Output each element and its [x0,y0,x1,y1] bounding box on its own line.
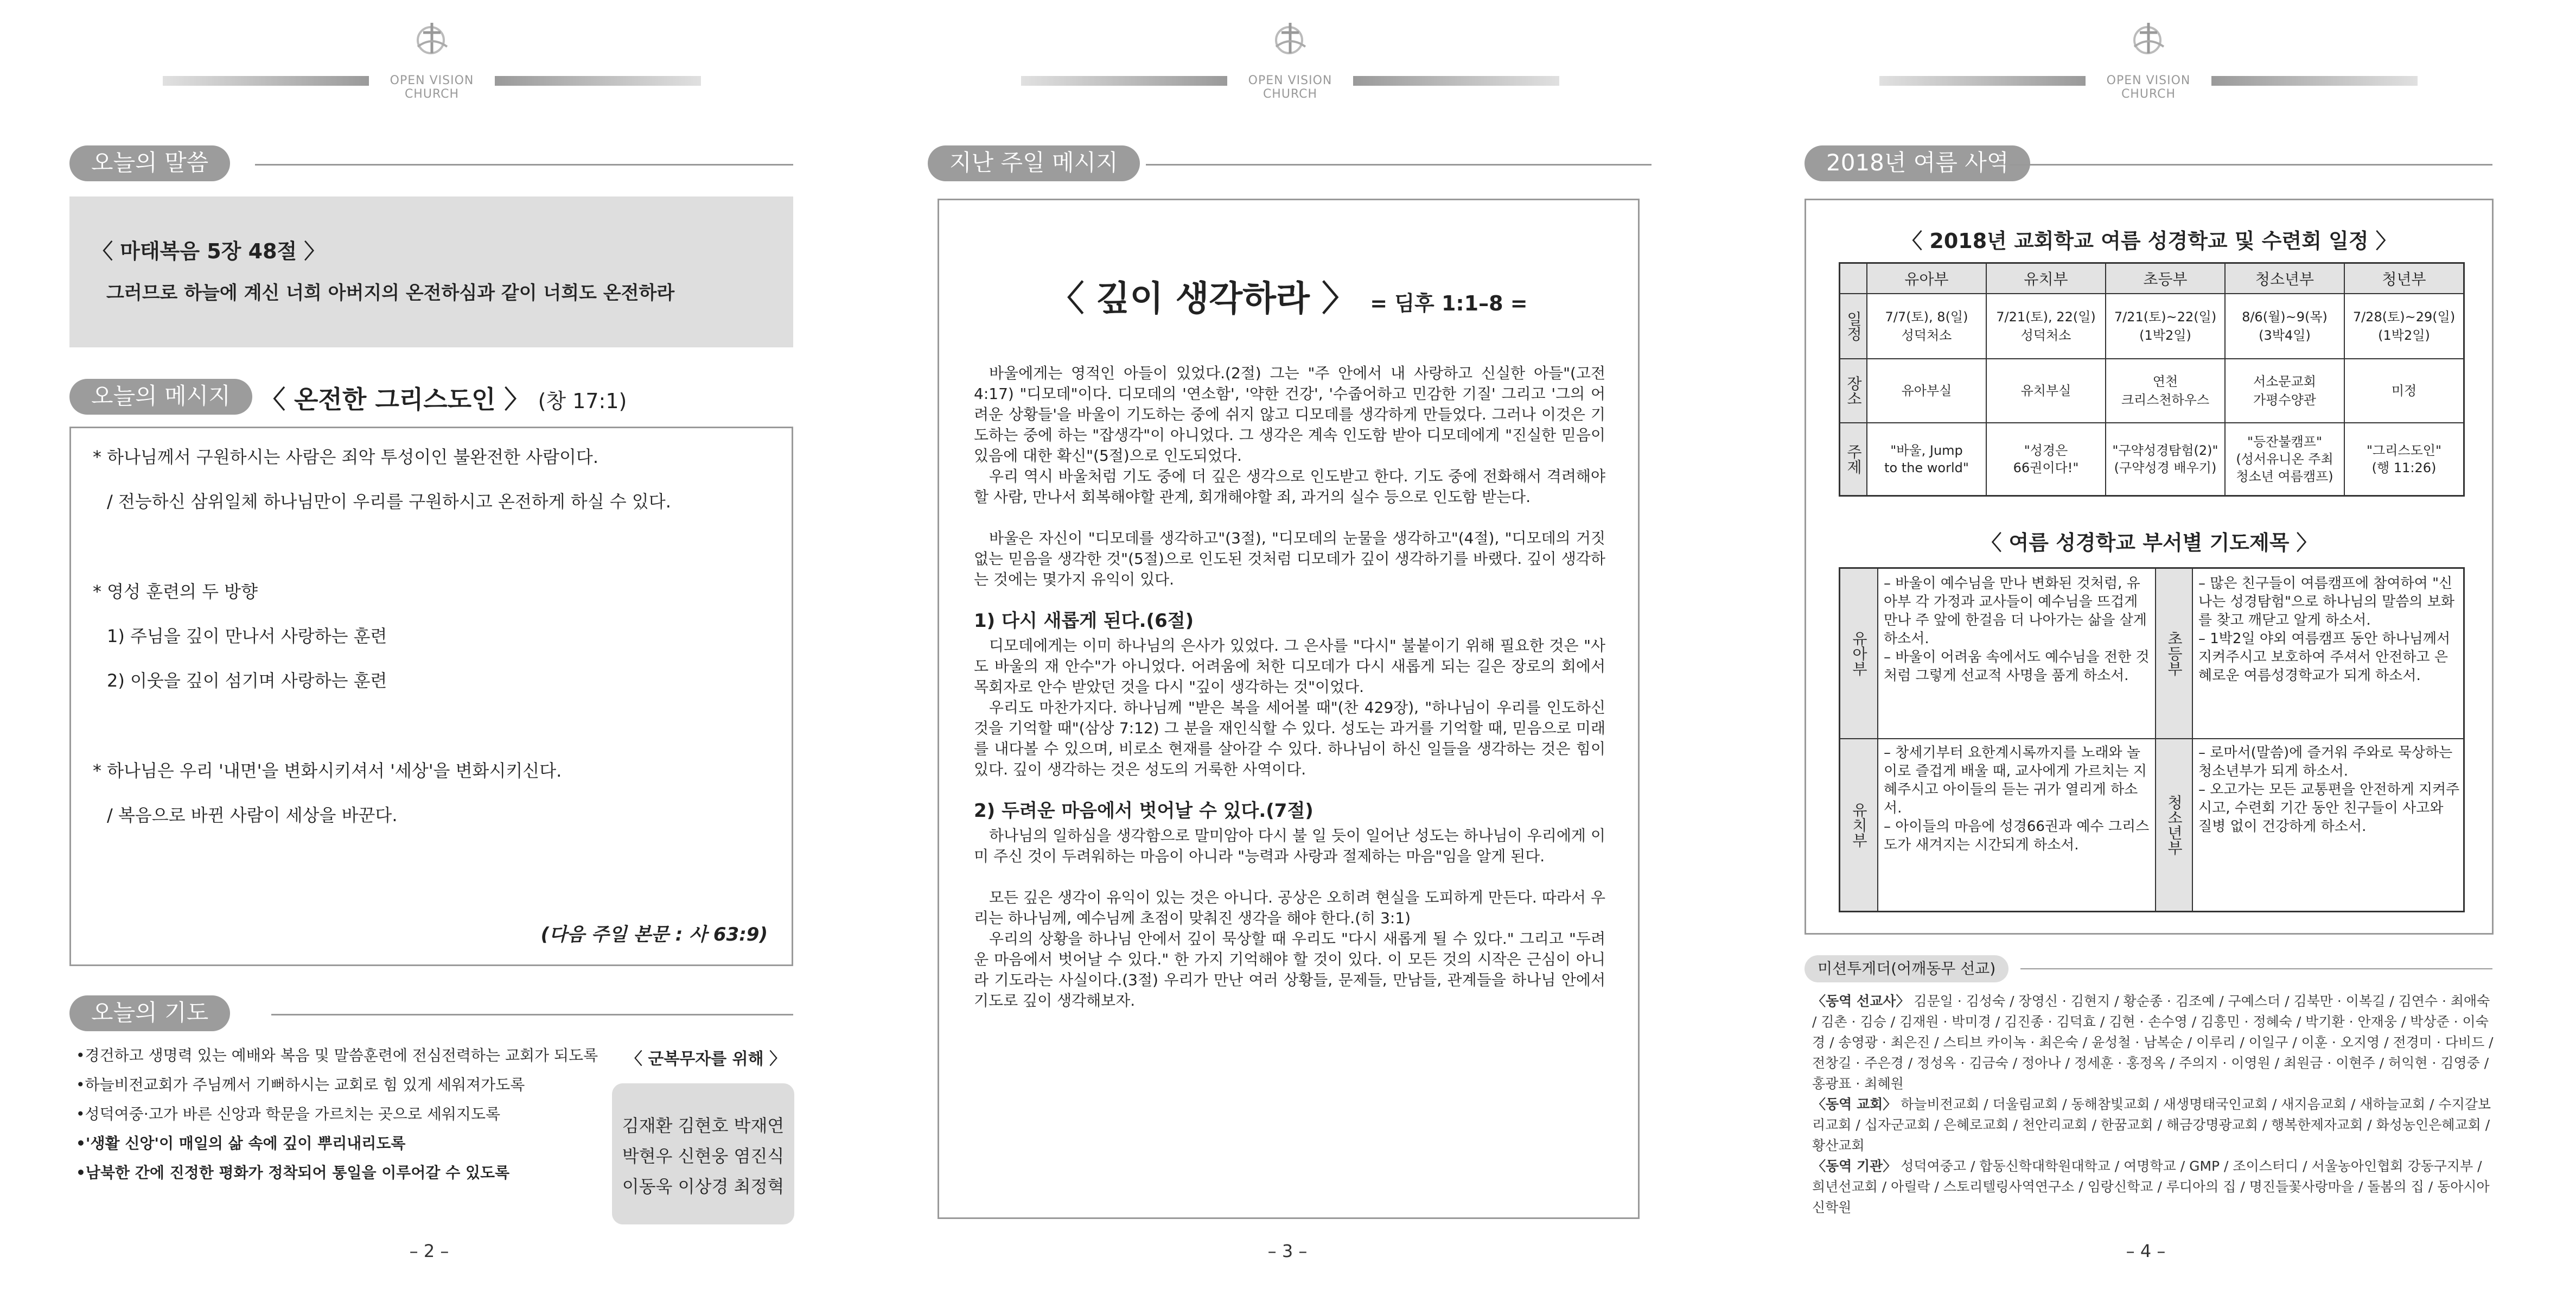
mission-list [1812,991,2494,1218]
dept-label: 유치부 [1840,739,1878,911]
schedule-cell: 미정 [2391,383,2417,398]
sermon-paragraph: 디모데에게는 이미 하나님의 은사가 있었다. 그 은사를 "다시" 불붙이기 위해 필요한 것은 "사도 바울의 재 안수"가 아니었다. 어려움에 처한 디모데가 다시 새롭게 되는 길은 장로의 회에서 목회자로 안수 받았던 것을 다시 "깊이 생각하는 것"이었다. [974,637,1605,696]
sermon-paragraph: 우리 역시 바울처럼 기도 중에 더 깊은 생각으로 인도받고 한다. 기도 중에 전화해서 격려해야할 사람, 만나서 회복해야할 관계, 회개해야할 죄, 과거의 실수 등으로 인도함 받는다. [974,467,1605,506]
schedule-table [1839,262,2465,497]
schedule-cell: 연천 크리스천하우스 [2106,359,2226,422]
mission-group: 〈동역 선교사〉 김문일 · 김성숙 / 장영신 · 김현지 / 황순종 · 김조예 / 구예스더 / 김북만 · 이복길 / 김연수 · 최애숙 / 김촌 · 김승 / 김재원 · 박미경 / 김진종 · 김덕효 / 김현 · 손수영 / 김흥민 · 정혜숙 / 박기환 · 안재웅 / 박상준 · 이숙경 / 송영광 · 최은진 / 스티브 카이녹 · 최은숙 / 윤성철 · 남복순 / 이루리 / 이일구 / 이훈 · 오지영 / 전경미 · 다비드 / 전창길 · 주은경 / 정성옥 · 김금숙 / 정아나 / 정세훈 · 홍정옥 / 주의지 · 이영원 / 최원금 · 이현주 / 허익현 · 김영중 / 홍광표 · 최혜원 [1812,993,2494,1091]
sermon-body [974,363,1605,1011]
verse-text: 그러므로 하늘에 계신 너희 아버지의 온전하심과 같이 너희도 온전하라 [106,282,675,304]
schedule-cell: 8/6(월)~9(목) (3박4일) [2226,294,2345,358]
prayer-tag: 오늘의 기도 [69,995,230,1031]
schedule-cell: "성경은 66권이다!" [1987,423,2106,495]
page-4 [1717,0,2575,1295]
church-name: OPEN VISION CHURCH [2106,74,2191,101]
dept-prayer-text: – 많은 친구들이 여름캠프에 참여하여 "신나는 성경탐험"으로 하나님의 말씀의 보화를 찾고 깨닫고 알게 하소서. – 1박2일 야외 여름캠프 동안 하나님께서 지켜주시고 보호하여 주셔서 안전하고 은혜로운 여름성경학교가 되게 하소서. [2198,575,2454,684]
message-tag: 오늘의 메시지 [69,379,252,415]
mission-group: 〈동역 교회〉 하늘비전교회 / 더울림교회 / 동해참빛교회 / 새생명태국인교회 / 새지음교회 / 새하늘교회 / 수지갈보리교회 / 십자군교회 / 은혜로교회 / 천안리교회 / 한꿈교회 / 해금강명광교회 / 행복한제자교회 / 화성농인은혜교회 / 황산교회 [1812,1096,2491,1153]
page-header [163,20,701,101]
church-logo-icon [1265,20,1315,58]
schedule-header-row [1840,264,2463,294]
page-number: – 3 – [1267,1241,1308,1261]
schedule-row-label: 일정 [1840,294,1867,358]
church-logo-icon [407,20,457,58]
prayer-item: •'생활 신앙'이 매일의 삶 속에 깊이 뿌리내리도록 [76,1134,406,1152]
dept-prayer-table [1839,567,2465,912]
sermon-heading [939,271,1638,321]
schedule-row [1840,359,2463,423]
schedule-cell: "등잔불캠프" (성서유니온 주최 청소년 여름캠프) [2226,423,2345,495]
last-sermon-tag: 지난 주일 메시지 [928,145,1140,181]
sermon-reference: = 딤후 1:1–8 = [1370,291,1528,315]
message-line: * 하나님은 우리 '내면'을 변화시키셔서 '세상'을 변화시키신다. [93,760,562,781]
next-week-text: (다음 주일 본문 : 사 63:9) [540,924,768,945]
page-header [1879,20,2418,101]
schedule-col-header: 초등부 [2106,264,2226,293]
schedule-cell: 7/7(토), 8(일) 성덕처소 [1867,294,1987,358]
sermon-title: 〈 깊이 생각하라 〉 [1049,279,1357,319]
dept-prayer-title: 〈 여름 성경학교 부서별 기도제목 〉 [1981,531,2317,555]
dept-prayer-text: – 바울이 예수님을 만나 변화된 것처럼, 유아부 각 가정과 교사들이 예수님을 뜨겁게 만나 주 앞에 한걸음 더 나아가는 삶을 살게 하소서. – 바울이 어려움 속에서도 예수님을 전한 것처럼 그렇게 선교적 사명을 품게 하소서. [1884,575,2150,684]
page-header [1021,20,1559,101]
mission-tag: 미션투게더(어깨동무 선교) [1805,955,2008,982]
sermon-box [938,199,1640,1219]
schedule-col-header: 청년부 [2382,270,2426,288]
military-names-row: 박현우 신현웅 염진식 [622,1146,785,1166]
message-line: 2) 이웃을 깊이 섬기며 사랑하는 훈련 [107,670,387,691]
dept-prayer-text: – 로마서(말씀)에 즐거워 주와로 묵상하는 청소년부가 되게 하소서. – 오고가는 모든 교통편을 안전하게 지켜주시고, 수련회 기간 동안 친구들이 사고와 질병 없이 건강하게 하소서. [2198,745,2460,835]
page-2 [0,0,858,1295]
message-title: 〈 온전한 그리스도인 〉 (창 17:1) [260,385,627,414]
schedule-cell: 7/21(토)~22(일) (1박2일) [2106,294,2226,358]
summer-ministry-box [1805,199,2494,935]
schedule-col-header: 유치부 [1987,264,2106,293]
military-names-row: 이동욱 이상경 최정혁 [622,1176,785,1197]
page-number: – 2 – [409,1241,449,1261]
prayer-list [76,1048,597,1194]
sermon-subheading: 1) 다시 새롭게 된다.(6절) [974,610,1194,632]
schedule-col-header: 청소년부 [2226,264,2345,293]
schedule-cell: "구약성경탐험(2)" (구약성경 배우기) [2106,423,2226,495]
sermon-paragraph: 우리도 마찬가지다. 하나님께 "받은 복을 세어볼 때"(찬 429장), "하나님이 우리를 인도하신 것을 기억할 때"(삼상 7:12) 그 분을 재인식할 수 있다. 성도는 과거를 기억할 때, 믿음으로 미래를 내다볼 수 있으며, 비로소 현재를 살아갈 수 있다. 하나님이 하신 일들을 생각하는 것은 힘이 있다. 깊이 생각하는 것은 성도의 거룩한 사역이다. [974,699,1605,778]
church-logo-icon [2124,20,2173,58]
message-line: * 하나님께서 구원하시는 사람은 죄악 투성이인 불완전한 사람이다. [93,447,599,467]
prayer-item: •경건하고 생명력 있는 예배와 복음 및 말씀훈련에 전심전력하는 교회가 되도록 [76,1046,598,1064]
schedule-row-label: 장소 [1840,359,1867,422]
message-box [69,427,793,966]
page-3 [858,0,1717,1295]
prayer-item: •남북한 간에 진정한 평화가 정착되어 통일을 이루어갈 수 있도록 [76,1164,510,1182]
schedule-title: 〈 2018년 교회학교 여름 성경학교 및 수련회 일정 〉 [1902,229,2396,253]
church-name: OPEN VISION CHURCH [390,74,474,101]
military-names-box [612,1083,794,1224]
schedule-cell: 7/28(토)~29(일) (1박2일) [2352,309,2456,343]
schedule-cell: 유치부실 [1987,359,2106,422]
sermon-paragraph: 우리의 상황을 하나님 안에서 깊이 묵상할 때 우리도 "다시 새롭게 될 수 있다." 그리고 "두려운 마음에서 벗어날 수 있다." 한 가지 기억해야 할 것이 있다. 이 모든 것의 시작은 근심이 아니라 기도라는 사실이다.(3절) 우리가 만난 여러 상황들, 문제들, 만남들, 관계들을 하나님 안에서 기도로 깊이 생각해보자. [974,930,1605,1010]
prayer-item: •성덕여중·고가 바른 신앙과 학문을 가르치는 곳으로 세워지도록 [76,1105,501,1123]
sermon-paragraph: 바울에게는 영적인 아들이 있었다.(2절) 그는 "주 안에서 내 사랑하고 신실한 아들"(고전 4:17) "디모데"이다. 디모데의 '연소함', '약한 건강', '수줍어하고 민감한 기질' 그리고 '그의 어려운 상황들'을 바울이 기도하는 중에 쉬지 않고 디모데를 생각하게 만들었다. 그러나 이것은 기도하는 중에 하는 "잡생각"이 아니었다. 그 생각은 계속 인도함 받아 디모데에게 "진실한 믿음이 있음에 대한 확신"(5절)으로 인도되었다. [974,364,1605,465]
dept-label: 청소년부 [2155,739,2193,911]
schedule-cell: "바울, Jump to the world" [1867,423,1987,495]
prayer-item: •하늘비전교회가 주님께서 기뻐하시는 교회로 힘 있게 세워져가도록 [76,1076,525,1094]
sermon-paragraph: 바울은 자신이 "디모데를 생각하고"(3절), "디모데의 눈물을 생각하고"(4절), "디모데의 거짓 없는 믿음을 생각한 것"(5절)으로 인도된 것처럼 디모데가 깊이 생각하기를 바랬다. 깊이 생각하는 것에는 몇가지 유익이 있다. [974,529,1605,588]
message-reference: (창 17:1) [538,389,627,413]
schedule-col-header: 유아부 [1867,264,1987,293]
message-line: / 복음으로 바뀐 사람이 세상을 바꾼다. [107,805,398,826]
sermon-subheading: 2) 두려운 마음에서 벗어날 수 있다.(7절) [974,800,1313,822]
summer-ministry-tag: 2018년 여름 사역 [1805,145,2030,181]
mission-group: 〈동역 기관〉 성덕여중고 / 합동신학대학원대학교 / 여명학교 / GMP / 조이스터디 / 서울농아인협회 강동구지부 / 희년선교회 / 아릴락 / 스토리텔링사역연구소 / 임랑신학교 / 루디아의 집 / 명진들꽃사랑마을 / 돌봄의 집 / 동아시아신학원 [1812,1158,2490,1215]
military-title: 〈 군복무자를 위해 〉 [626,1050,786,1069]
dept-prayer-text: – 창세기부터 요한계시록까지를 노래와 놀이로 즐겁게 배울 때, 교사에게 가르치는 지혜주시고 아이들의 듣는 귀가 열리게 하소서. – 아이들의 마음에 성경66권과 예수 그리스도가 새겨지는 시간되게 하소서. [1884,745,2150,853]
military-names-row: 김재환 김현호 박재연 [622,1115,785,1136]
page-number: – 4 – [2126,1241,2166,1261]
schedule-cell: 서소문교회 가평수양관 [2226,359,2345,422]
verse-reference: 〈 마태복음 5장 48절 〉 [92,239,325,263]
dept-label: 유아부 [1840,569,1878,738]
church-name: OPEN VISION CHURCH [1248,74,1332,101]
word-tag: 오늘의 말씀 [69,145,230,181]
dept-label: 초등부 [2155,569,2193,738]
message-line: * 영성 훈련의 두 방향 [93,581,258,602]
schedule-cell: 유아부실 [1867,359,1987,422]
schedule-row-label: 주제 [1840,423,1867,495]
schedule-row [1840,423,2463,495]
verse-box [69,196,793,347]
message-line: / 전능하신 삼위일체 하나님만이 우리를 구원하시고 온전하게 하실 수 있다. [107,491,671,512]
message-line: 1) 주님을 깊이 만나서 사랑하는 훈련 [107,626,387,646]
sermon-paragraph: 하나님의 일하심을 생각함으로 말미암아 다시 불 일 듯이 일어난 성도는 하나님이 우리에게 이미 주신 것이 두려워하는 마음이 아니라 "능력과 사랑과 절제하는 마음"임을 알게 된다. [974,827,1605,865]
schedule-cell: "그리스도인" (행 11:26) [2367,443,2441,475]
sermon-paragraph: 모든 깊은 생각이 유익이 있는 것은 아니다. 공상은 오히려 현실을 도피하게 만든다. 따라서 우리는 하나님께, 예수님께 초점이 맞춰진 생각을 해야 한다.(히 3:1) [974,888,1605,927]
schedule-cell: 7/21(토), 22(일) 성덕처소 [1987,294,2106,358]
schedule-row [1840,294,2463,359]
